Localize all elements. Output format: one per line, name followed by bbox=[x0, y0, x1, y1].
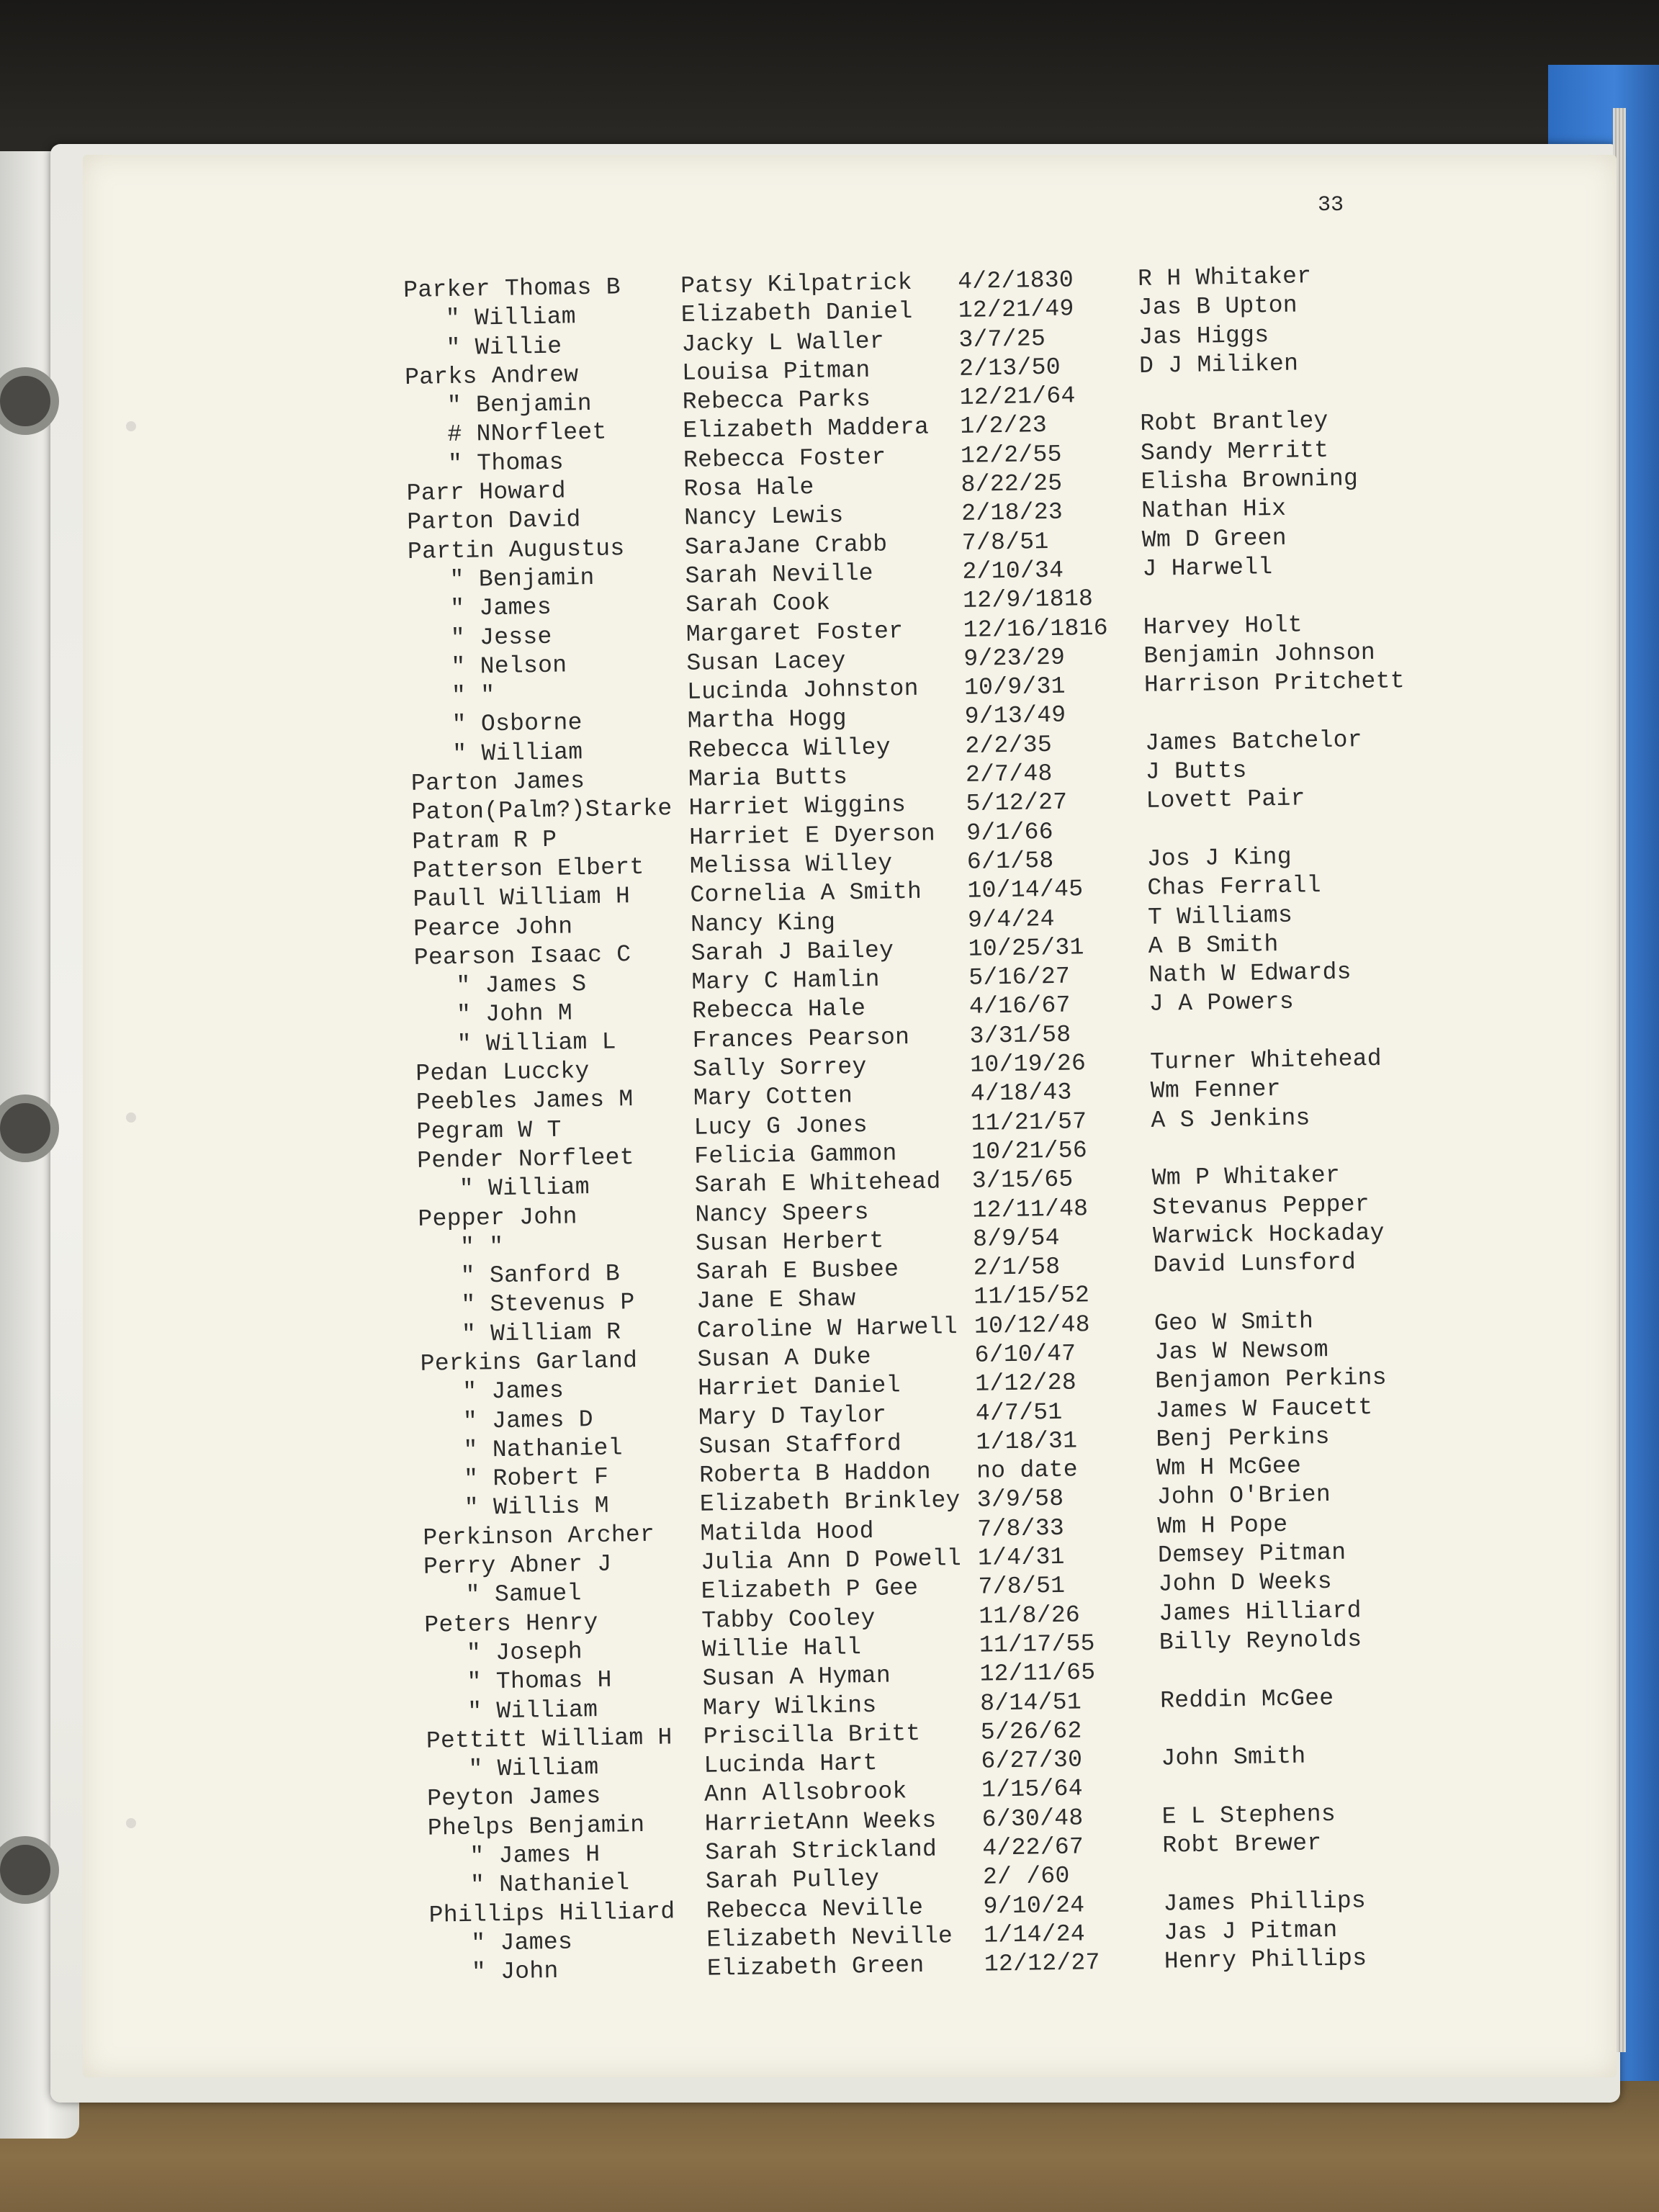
marriage-date: 8/9/54 bbox=[972, 1224, 1060, 1253]
bride-name: Sarah E Busbee bbox=[696, 1256, 899, 1286]
groom-name: Paull William H bbox=[413, 883, 631, 914]
groom-name: Patterson Elbert bbox=[412, 853, 644, 884]
bondsman-name: Sandy Merritt bbox=[1140, 436, 1329, 467]
bondsman-name: Geo W Smith bbox=[1154, 1308, 1314, 1337]
groom-name: Phelps Benjamin bbox=[427, 1811, 645, 1842]
page-number: 33 bbox=[1318, 193, 1344, 217]
groom-name: Parker Thomas B bbox=[403, 274, 621, 304]
marriage-date: 12/12/27 bbox=[984, 1949, 1101, 1978]
groom-name: " Benjamin bbox=[449, 564, 595, 594]
bride-name: Rebecca Parks bbox=[682, 386, 871, 416]
marriage-date: 5/12/27 bbox=[966, 788, 1068, 818]
groom-name: " Willis M bbox=[464, 1493, 610, 1522]
bondsman-name: Nath W Edwards bbox=[1148, 958, 1352, 989]
bride-name: Felicia Gammon bbox=[693, 1140, 897, 1170]
groom-name: " Benjamin bbox=[446, 390, 593, 420]
marriage-date: 3/7/25 bbox=[958, 325, 1046, 354]
marriage-date: 10/21/56 bbox=[971, 1137, 1088, 1166]
marriage-date: 9/23/29 bbox=[963, 644, 1066, 673]
bride-name: Matilda Hood bbox=[700, 1517, 874, 1547]
groom-name: " James S bbox=[456, 971, 587, 1000]
marriage-date: 9/13/49 bbox=[964, 702, 1066, 731]
marriage-date: 4/18/43 bbox=[970, 1079, 1072, 1108]
bride-name: Melissa Willey bbox=[689, 850, 893, 880]
bride-name: Susan A Duke bbox=[697, 1343, 872, 1373]
bondsman-name: Benj Perkins bbox=[1156, 1423, 1330, 1453]
bondsman-name: J Harwell bbox=[1142, 554, 1273, 583]
bondsman-name: Henry Phillips bbox=[1164, 1945, 1367, 1975]
groom-name: Phillips Hilliard bbox=[428, 1897, 675, 1929]
groom-name: " Stevenus P bbox=[461, 1289, 635, 1319]
groom-name: " Robert F bbox=[463, 1463, 609, 1493]
groom-name: " William bbox=[445, 303, 577, 333]
groom-name: Peyton James bbox=[426, 1783, 601, 1813]
marriage-date: 6/30/48 bbox=[981, 1804, 1084, 1833]
bride-name: Rebecca Foster bbox=[683, 444, 886, 474]
bride-name: Lucy G Jones bbox=[693, 1111, 868, 1141]
bride-name: HarrietAnn Weeks bbox=[704, 1807, 937, 1838]
marriage-date: 7/8/33 bbox=[977, 1514, 1065, 1543]
bride-name: Lucinda Hart bbox=[703, 1750, 878, 1779]
bride-name: Patsy Kilpatrick bbox=[680, 269, 913, 300]
bride-name: Julia Ann D Powell bbox=[700, 1545, 962, 1576]
bride-name: Sarah Strickland bbox=[705, 1835, 938, 1866]
bride-name: Harriet Daniel bbox=[698, 1372, 902, 1403]
marriage-date: 11/15/52 bbox=[974, 1282, 1090, 1311]
bondsman-name: Wm Fenner bbox=[1150, 1076, 1282, 1105]
groom-name: " William bbox=[467, 1696, 598, 1725]
bride-name: Rebecca Hale bbox=[691, 995, 866, 1025]
bondsman-name: Chas Ferrall bbox=[1147, 872, 1321, 902]
groom-name: " Sanford B bbox=[460, 1260, 621, 1290]
groom-name: Pearce John bbox=[413, 912, 573, 943]
marriage-date: 9/10/24 bbox=[983, 1892, 1085, 1920]
bride-name: Mary Cotten bbox=[693, 1082, 853, 1112]
groom-name: " James D bbox=[462, 1406, 594, 1435]
marriage-date: 4/22/67 bbox=[982, 1833, 1084, 1862]
groom-name: " William R bbox=[461, 1318, 621, 1348]
bondsman-name: Robt Brewer bbox=[1162, 1830, 1322, 1859]
bride-name: Elizabeth Brinkley bbox=[699, 1487, 961, 1519]
bride-name: Priscilla Britt bbox=[703, 1719, 921, 1750]
bride-name: Sally Sorrey bbox=[693, 1053, 867, 1083]
bondsman-name: James Batchelor bbox=[1145, 726, 1363, 757]
groom-name: " Willie bbox=[446, 333, 562, 361]
bride-name: Cornelia A Smith bbox=[690, 878, 922, 909]
bride-name: Mary Wilkins bbox=[702, 1691, 877, 1722]
groom-name: Pearson Isaac C bbox=[413, 940, 631, 971]
groom-name: Pender Norfleet bbox=[416, 1144, 635, 1174]
marriage-date: 10/19/26 bbox=[969, 1050, 1087, 1079]
groom-name: Partin Augustus bbox=[407, 534, 625, 565]
bride-name: Caroline W Harwell bbox=[696, 1313, 958, 1344]
marriage-date: 12/16/1816 bbox=[963, 614, 1109, 644]
marriage-date: 7/8/51 bbox=[961, 528, 1049, 557]
bride-name: Nancy King bbox=[690, 909, 836, 938]
bride-name: Rebecca Willey bbox=[688, 734, 891, 764]
marriage-date: 9/1/66 bbox=[966, 818, 1054, 847]
groom-name: Pegram W T bbox=[416, 1116, 562, 1146]
marriage-date: 1/14/24 bbox=[983, 1920, 1086, 1949]
groom-name: Parton David bbox=[407, 506, 581, 536]
bondsman-name: Nathan Hix bbox=[1141, 495, 1287, 525]
bondsman-name: Harrison Pritchett bbox=[1143, 667, 1406, 699]
marriage-ledger bbox=[403, 261, 1488, 1989]
groom-name: " James bbox=[449, 594, 552, 623]
groom-name: " Nathaniel bbox=[463, 1434, 624, 1464]
bride-name: Susan Herbert bbox=[695, 1227, 884, 1257]
bondsman-name: John D Weeks bbox=[1158, 1568, 1333, 1599]
groom-name: Patram R P bbox=[412, 826, 557, 855]
bride-name: Tabby Cooley bbox=[701, 1604, 876, 1635]
bride-name: Sarah E Whitehead bbox=[694, 1168, 941, 1199]
bondsman-name: Reddin McGee bbox=[1159, 1684, 1334, 1714]
groom-name: # NNorfleet bbox=[447, 419, 607, 449]
bondsman-name: Billy Reynolds bbox=[1159, 1626, 1362, 1656]
bride-name: Lucinda Johnston bbox=[686, 675, 920, 706]
groom-name: Parks Andrew bbox=[404, 361, 579, 391]
groom-name: " John M bbox=[456, 999, 573, 1029]
marriage-date: 12/2/55 bbox=[960, 441, 1063, 469]
groom-name: " Osborne bbox=[451, 709, 583, 739]
marriage-date: 2/10/34 bbox=[962, 557, 1064, 585]
bondsman-name: Jos J King bbox=[1146, 843, 1292, 873]
bondsman-name: James Hilliard bbox=[1158, 1596, 1362, 1627]
bride-name: Sarah J Bailey bbox=[691, 937, 894, 967]
groom-name: " William bbox=[468, 1754, 599, 1783]
bondsman-name: John Smith bbox=[1161, 1743, 1306, 1772]
bride-name: Elizabeth Neville bbox=[706, 1923, 953, 1954]
bride-name: Elizabeth P Gee bbox=[701, 1575, 919, 1606]
bondsman-name: A B Smith bbox=[1148, 930, 1279, 960]
bondsman-name: Harvey Holt bbox=[1143, 611, 1303, 641]
groom-name: Paton(Palm?)Starke bbox=[411, 795, 673, 827]
bride-name: Rosa Hale bbox=[683, 474, 814, 503]
marriage-date: 1/15/64 bbox=[981, 1775, 1084, 1804]
groom-name: " Thomas H bbox=[467, 1666, 612, 1696]
bride-name: Maria Butts bbox=[688, 763, 848, 793]
groom-name: Peters Henry bbox=[424, 1609, 598, 1639]
bondsman-name: Jas Higgs bbox=[1138, 321, 1269, 351]
groom-name: " Samuel bbox=[465, 1580, 582, 1609]
groom-name: Parr Howard bbox=[406, 477, 567, 508]
marriage-date: 11/17/55 bbox=[979, 1630, 1096, 1659]
marriage-date: 12/11/65 bbox=[979, 1659, 1096, 1688]
bride-name: Harriet E Dyerson bbox=[688, 820, 936, 851]
marriage-date: 2/1/58 bbox=[973, 1253, 1061, 1282]
groom-name: Perkinson Archer bbox=[423, 1521, 655, 1552]
groom-name: Peebles James M bbox=[415, 1086, 634, 1117]
marriage-date: 3/31/58 bbox=[969, 1021, 1071, 1050]
bondsman-name: Wm H Pope bbox=[1157, 1511, 1288, 1540]
groom-name: " William bbox=[459, 1174, 590, 1203]
marriage-date: 6/10/47 bbox=[974, 1340, 1076, 1369]
bride-name: Roberta B Haddon bbox=[698, 1458, 932, 1489]
marriage-date: 9/4/24 bbox=[967, 905, 1056, 934]
punch-hole bbox=[126, 421, 136, 431]
marriage-date: 10/25/31 bbox=[968, 934, 1084, 963]
marriage-date: 10/9/31 bbox=[963, 673, 1066, 701]
marriage-date: 11/8/26 bbox=[979, 1601, 1081, 1630]
bondsman-name: David Lunsford bbox=[1153, 1249, 1357, 1279]
bride-name: Harriet Wiggins bbox=[688, 791, 907, 822]
bride-name: Elizabeth Green bbox=[706, 1952, 925, 1982]
bondsman-name: Robt Brantley bbox=[1140, 408, 1328, 438]
marriage-date: 4/2/1830 bbox=[957, 266, 1074, 295]
bride-name: Susan Lacey bbox=[686, 647, 846, 677]
marriage-date: 10/14/45 bbox=[967, 876, 1084, 905]
bondsman-name: Stevanus Pepper bbox=[1152, 1190, 1370, 1221]
bondsman-name: Wm H McGee bbox=[1156, 1452, 1302, 1482]
bondsman-name: Elisha Browning bbox=[1141, 465, 1359, 496]
bondsman-name: Turner Whitehead bbox=[1149, 1045, 1382, 1076]
bondsman-name: E L Stephens bbox=[1161, 1800, 1336, 1830]
bondsman-name: Lovett Pair bbox=[1146, 785, 1305, 815]
bride-name: Susan A Hyman bbox=[702, 1662, 891, 1692]
bride-name: Nancy Lewis bbox=[684, 502, 844, 532]
punch-hole bbox=[126, 1112, 136, 1123]
bride-name: Jane E Shaw bbox=[696, 1285, 856, 1316]
groom-name: " James bbox=[471, 1928, 573, 1957]
marriage-date: 3/15/65 bbox=[971, 1166, 1074, 1195]
bondsman-name: Wm P Whitaker bbox=[1151, 1161, 1341, 1192]
bride-name: Elizabeth Maddera bbox=[683, 414, 930, 445]
marriage-date: 3/9/58 bbox=[976, 1485, 1064, 1514]
bride-name: Sarah Cook bbox=[685, 590, 831, 619]
groom-name: Pedan Luccky bbox=[415, 1058, 590, 1087]
groom-name: " " bbox=[459, 1233, 504, 1261]
marriage-date: no date bbox=[976, 1456, 1079, 1485]
groom-name: Pepper John bbox=[418, 1202, 577, 1233]
bondsman-name: Demsey Pitman bbox=[1157, 1539, 1346, 1569]
bondsman-name: J Butts bbox=[1145, 757, 1247, 786]
marriage-date: 2/18/23 bbox=[961, 499, 1064, 528]
groom-name: " Jesse bbox=[450, 623, 552, 652]
groom-name: " William bbox=[452, 738, 583, 768]
groom-name: " Nathaniel bbox=[469, 1869, 630, 1899]
bondsman-name: Benjamon Perkins bbox=[1154, 1364, 1388, 1395]
bondsman-name: J A Powers bbox=[1148, 989, 1295, 1018]
bride-name: Martha Hogg bbox=[687, 705, 848, 735]
marriage-date: 2/2/35 bbox=[965, 731, 1053, 760]
groom-name: " Joseph bbox=[466, 1638, 583, 1667]
groom-name: " James bbox=[462, 1377, 565, 1406]
marriage-date: 12/9/1818 bbox=[962, 585, 1094, 615]
groom-name: " William L bbox=[457, 1028, 617, 1058]
groom-name: " " bbox=[451, 682, 495, 710]
marriage-date: 8/22/25 bbox=[961, 469, 1063, 498]
bondsman-name: R H Whitaker bbox=[1137, 263, 1312, 292]
marriage-date: 5/26/62 bbox=[980, 1717, 1082, 1746]
bondsman-name: Jas W Newsom bbox=[1154, 1336, 1329, 1366]
marriage-date: 1/2/23 bbox=[960, 412, 1048, 441]
bride-name: Mary D Taylor bbox=[698, 1401, 887, 1431]
marriage-date: 2/13/50 bbox=[958, 354, 1061, 382]
bondsman-name: Wm D Green bbox=[1141, 524, 1287, 554]
bondsman-name: Warwick Hockaday bbox=[1152, 1219, 1385, 1250]
bride-name: Sarah Pulley bbox=[705, 1866, 880, 1896]
groom-name: " John bbox=[471, 1958, 559, 1987]
marriage-date: 11/21/57 bbox=[971, 1107, 1087, 1137]
bondsman-name: John O'Brien bbox=[1156, 1481, 1331, 1511]
bride-name: Margaret Foster bbox=[685, 617, 904, 648]
marriage-date: 6/1/58 bbox=[966, 847, 1054, 876]
groom-name: " Thomas bbox=[447, 449, 565, 477]
marriage-date: 2/7/48 bbox=[965, 760, 1053, 788]
bride-name: Willie Hall bbox=[701, 1634, 862, 1663]
groom-name: " James H bbox=[469, 1841, 601, 1870]
bride-name: Nancy Speers bbox=[695, 1198, 870, 1228]
bride-name: Susan Stafford bbox=[698, 1430, 902, 1460]
bondsman-name: James W Faucett bbox=[1155, 1393, 1373, 1424]
bondsman-name: Benjamin Johnson bbox=[1143, 639, 1376, 670]
marriage-date: 12/11/48 bbox=[972, 1195, 1089, 1224]
bride-name: SaraJane Crabb bbox=[684, 531, 888, 561]
bondsman-name: D J Miliken bbox=[1138, 350, 1299, 379]
groom-name: Perry Abner J bbox=[423, 1550, 612, 1581]
bondsman-name: Jas J Pitman bbox=[1163, 1916, 1338, 1946]
marriage-date: 4/7/51 bbox=[975, 1398, 1063, 1427]
marriage-date: 6/27/30 bbox=[981, 1746, 1083, 1775]
bride-name: Jacky L Waller bbox=[681, 328, 885, 358]
bride-name: Elizabeth Daniel bbox=[680, 298, 913, 329]
groom-name: Pettitt William H bbox=[426, 1724, 673, 1755]
bondsman-name: T Williams bbox=[1147, 902, 1293, 931]
marriage-date: 4/16/67 bbox=[968, 992, 1071, 1021]
bondsman-name: Jas B Upton bbox=[1138, 292, 1298, 322]
punch-hole bbox=[126, 1818, 136, 1828]
bride-name: Mary C Hamlin bbox=[691, 966, 881, 996]
marriage-date: 8/14/51 bbox=[979, 1688, 1082, 1717]
bride-name: Ann Allsobrook bbox=[703, 1778, 907, 1809]
marriage-date: 10/12/48 bbox=[974, 1310, 1091, 1340]
marriage-date: 2/ /60 bbox=[982, 1863, 1070, 1891]
groom-name: Perkins Garland bbox=[420, 1347, 638, 1377]
bride-name: Rebecca Neville bbox=[706, 1894, 924, 1925]
bride-name: Frances Pearson bbox=[692, 1023, 910, 1054]
bondsman-name: James Phillips bbox=[1163, 1887, 1367, 1917]
marriage-date: 1/12/28 bbox=[974, 1369, 1077, 1398]
bride-name: Louisa Pitman bbox=[681, 356, 871, 387]
bondsman-name: A S Jenkins bbox=[1151, 1104, 1310, 1134]
marriage-date: 5/16/27 bbox=[968, 963, 1071, 992]
groom-name: " Nelson bbox=[451, 652, 567, 680]
marriage-date: 1/18/31 bbox=[976, 1427, 1078, 1456]
marriage-date: 12/21/49 bbox=[958, 295, 1074, 325]
marriage-date: 1/4/31 bbox=[977, 1543, 1065, 1572]
marriage-date: 12/21/64 bbox=[959, 382, 1076, 412]
bride-name: Sarah Neville bbox=[685, 559, 874, 590]
groom-name: Parton James bbox=[410, 768, 585, 797]
marriage-date: 7/8/51 bbox=[978, 1573, 1066, 1601]
